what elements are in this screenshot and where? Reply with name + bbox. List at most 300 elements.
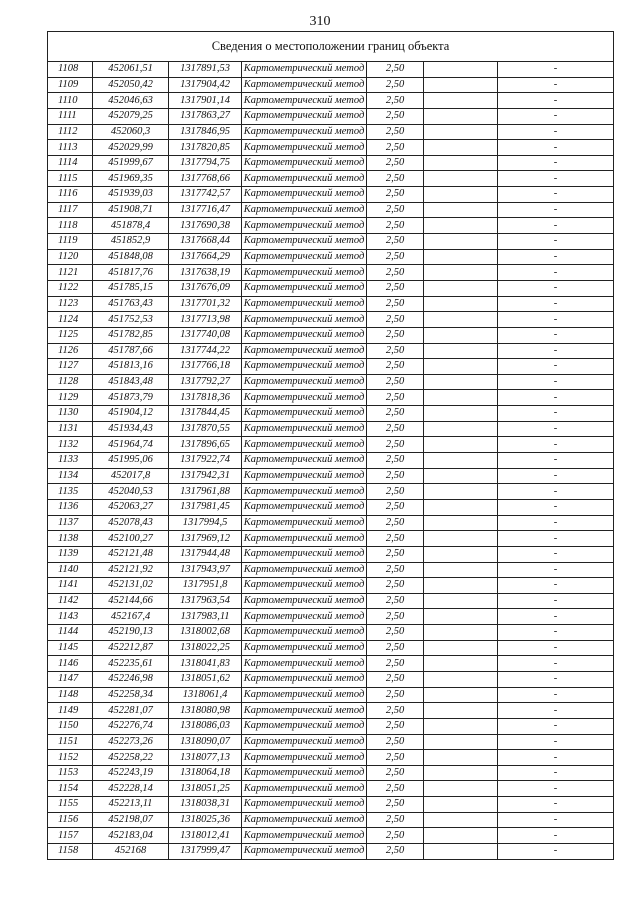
x-coordinate-cell: 452017,8 [93,468,169,484]
empty-cell [424,499,498,515]
point-number-cell: 1126 [48,343,93,359]
method-cell: Картометрический метод [242,390,367,406]
empty-cell [424,171,498,187]
accuracy-cell: 2,50 [367,187,424,203]
point-number-cell: 1110 [48,93,93,109]
accuracy-cell: 2,50 [367,265,424,281]
empty-cell [424,656,498,672]
empty-cell [424,734,498,750]
description-cell: - [498,234,614,250]
empty-cell [424,155,498,171]
table-row [48,155,614,171]
y-coordinate-cell: 1317896,65 [169,437,242,453]
x-coordinate-cell: 452121,48 [93,546,169,562]
y-coordinate-cell: 1317844,45 [169,406,242,422]
accuracy-cell: 2,50 [367,844,424,860]
description-cell: - [498,765,614,781]
accuracy-cell: 2,50 [367,296,424,312]
method-cell: Картометрический метод [242,453,367,469]
point-number-cell: 1151 [48,734,93,750]
description-cell: - [498,828,614,844]
accuracy-cell: 2,50 [367,171,424,187]
point-number-cell: 1119 [48,234,93,250]
x-coordinate-cell: 451752,53 [93,312,169,328]
table-row [48,812,614,828]
x-coordinate-cell: 452040,53 [93,484,169,500]
description-cell: - [498,390,614,406]
description-cell: - [498,656,614,672]
table-row [48,437,614,453]
x-coordinate-cell: 452029,99 [93,140,169,156]
x-coordinate-cell: 452213,11 [93,797,169,813]
empty-cell [424,265,498,281]
y-coordinate-cell: 1318051,25 [169,781,242,797]
description-cell: - [498,124,614,140]
method-cell: Картометрический метод [242,484,367,500]
empty-cell [424,609,498,625]
y-coordinate-cell: 1318022,25 [169,640,242,656]
empty-cell [424,546,498,562]
description-cell: - [498,108,614,124]
x-coordinate-cell: 452079,25 [93,108,169,124]
description-cell: - [498,750,614,766]
table-row [48,280,614,296]
accuracy-cell: 2,50 [367,718,424,734]
y-coordinate-cell: 1317999,47 [169,844,242,860]
point-number-cell: 1155 [48,797,93,813]
method-cell: Картометрический метод [242,187,367,203]
description-cell: - [498,437,614,453]
point-number-cell: 1150 [48,718,93,734]
accuracy-cell: 2,50 [367,468,424,484]
method-cell: Картометрический метод [242,218,367,234]
page-number: 310 [309,14,331,29]
accuracy-cell: 2,50 [367,406,424,422]
description-cell: - [498,140,614,156]
x-coordinate-cell: 451843,48 [93,374,169,390]
accuracy-cell: 2,50 [367,343,424,359]
description-cell: - [498,671,614,687]
method-cell: Картометрический метод [242,202,367,218]
y-coordinate-cell: 1318090,07 [169,734,242,750]
table-row [48,515,614,531]
point-number-cell: 1117 [48,202,93,218]
x-coordinate-cell: 451995,06 [93,453,169,469]
table-row [48,781,614,797]
x-coordinate-cell: 451785,15 [93,280,169,296]
point-number-cell: 1124 [48,312,93,328]
y-coordinate-cell: 1317981,45 [169,499,242,515]
y-coordinate-cell: 1318061,4 [169,687,242,703]
y-coordinate-cell: 1318002,68 [169,625,242,641]
description-cell: - [498,265,614,281]
y-coordinate-cell: 1317922,74 [169,453,242,469]
boundary-table [47,31,614,860]
accuracy-cell: 2,50 [367,234,424,250]
empty-cell [424,124,498,140]
method-cell: Картометрический метод [242,703,367,719]
accuracy-cell: 2,50 [367,828,424,844]
empty-cell [424,327,498,343]
table-row [48,374,614,390]
y-coordinate-cell: 1317891,53 [169,62,242,78]
empty-cell [424,249,498,265]
y-coordinate-cell: 1317951,8 [169,578,242,594]
x-coordinate-cell: 452144,66 [93,593,169,609]
y-coordinate-cell: 1317690,38 [169,218,242,234]
method-cell: Картометрический метод [242,656,367,672]
table-row [48,546,614,562]
method-cell: Картометрический метод [242,640,367,656]
table-row [48,327,614,343]
accuracy-cell: 2,50 [367,312,424,328]
point-number-cell: 1118 [48,218,93,234]
empty-cell [424,718,498,734]
description-cell: - [498,718,614,734]
x-coordinate-cell: 451969,35 [93,171,169,187]
point-number-cell: 1128 [48,374,93,390]
y-coordinate-cell: 1317963,54 [169,593,242,609]
table-row [48,640,614,656]
description-cell: - [498,531,614,547]
empty-cell [424,828,498,844]
point-number-cell: 1154 [48,781,93,797]
method-cell: Картометрический метод [242,327,367,343]
accuracy-cell: 2,50 [367,484,424,500]
empty-cell [424,234,498,250]
accuracy-cell: 2,50 [367,656,424,672]
x-coordinate-cell: 452183,04 [93,828,169,844]
method-cell: Картометрический метод [242,828,367,844]
x-coordinate-cell: 452050,42 [93,77,169,93]
accuracy-cell: 2,50 [367,593,424,609]
method-cell: Картометрический метод [242,734,367,750]
x-coordinate-cell: 452243,19 [93,765,169,781]
empty-cell [424,765,498,781]
description-cell: - [498,593,614,609]
point-number-cell: 1120 [48,249,93,265]
x-coordinate-cell: 451848,08 [93,249,169,265]
accuracy-cell: 2,50 [367,374,424,390]
empty-cell [424,625,498,641]
empty-cell [424,202,498,218]
description-cell: - [498,515,614,531]
method-cell: Картометрический метод [242,687,367,703]
accuracy-cell: 2,50 [367,750,424,766]
point-number-cell: 1142 [48,593,93,609]
method-cell: Картометрический метод [242,562,367,578]
method-cell: Картометрический метод [242,280,367,296]
y-coordinate-cell: 1318064,18 [169,765,242,781]
y-coordinate-cell: 1317668,44 [169,234,242,250]
table-row [48,828,614,844]
point-number-cell: 1109 [48,77,93,93]
empty-cell [424,812,498,828]
description-cell: - [498,171,614,187]
empty-cell [424,797,498,813]
description-cell: - [498,155,614,171]
x-coordinate-cell: 452131,02 [93,578,169,594]
empty-cell [424,515,498,531]
empty-cell [424,390,498,406]
x-coordinate-cell: 451817,76 [93,265,169,281]
point-number-cell: 1112 [48,124,93,140]
empty-cell [424,687,498,703]
empty-cell [424,437,498,453]
table-row [48,296,614,312]
point-number-cell: 1143 [48,609,93,625]
method-cell: Картометрический метод [242,343,367,359]
description-cell: - [498,406,614,422]
table-row [48,218,614,234]
description-cell: - [498,781,614,797]
description-cell: - [498,625,614,641]
table-row [48,265,614,281]
empty-cell [424,93,498,109]
y-coordinate-cell: 1317943,97 [169,562,242,578]
description-cell: - [498,499,614,515]
description-cell: - [498,844,614,860]
method-cell: Картометрический метод [242,546,367,562]
accuracy-cell: 2,50 [367,93,424,109]
empty-cell [424,406,498,422]
point-number-cell: 1123 [48,296,93,312]
x-coordinate-cell: 451852,9 [93,234,169,250]
table-row [48,734,614,750]
y-coordinate-cell: 1317961,88 [169,484,242,500]
table-row [48,687,614,703]
y-coordinate-cell: 1317944,48 [169,546,242,562]
method-cell: Картометрический метод [242,750,367,766]
description-cell: - [498,374,614,390]
description-cell: - [498,734,614,750]
empty-cell [424,62,498,78]
empty-cell [424,468,498,484]
table-row [48,656,614,672]
empty-cell [424,280,498,296]
empty-cell [424,359,498,375]
y-coordinate-cell: 1317846,95 [169,124,242,140]
accuracy-cell: 2,50 [367,531,424,547]
y-coordinate-cell: 1317742,57 [169,187,242,203]
accuracy-cell: 2,50 [367,546,424,562]
empty-cell [424,640,498,656]
y-coordinate-cell: 1317994,5 [169,515,242,531]
x-coordinate-cell: 452078,43 [93,515,169,531]
accuracy-cell: 2,50 [367,437,424,453]
table-row [48,593,614,609]
table-row [48,844,614,860]
y-coordinate-cell: 1317820,85 [169,140,242,156]
table-row [48,249,614,265]
accuracy-cell: 2,50 [367,640,424,656]
accuracy-cell: 2,50 [367,249,424,265]
y-coordinate-cell: 1317701,32 [169,296,242,312]
empty-cell [424,562,498,578]
x-coordinate-cell: 452276,74 [93,718,169,734]
x-coordinate-cell: 452228,14 [93,781,169,797]
method-cell: Картометрический метод [242,359,367,375]
y-coordinate-cell: 1318051,62 [169,671,242,687]
accuracy-cell: 2,50 [367,327,424,343]
point-number-cell: 1149 [48,703,93,719]
description-cell: - [498,578,614,594]
empty-cell [424,77,498,93]
method-cell: Картометрический метод [242,171,367,187]
empty-cell [424,593,498,609]
x-coordinate-cell: 452060,3 [93,124,169,140]
table-row [48,140,614,156]
description-cell: - [498,343,614,359]
table-row [48,234,614,250]
accuracy-cell: 2,50 [367,578,424,594]
table-row [48,765,614,781]
y-coordinate-cell: 1317716,47 [169,202,242,218]
table-row [48,343,614,359]
method-cell: Картометрический метод [242,797,367,813]
point-number-cell: 1139 [48,546,93,562]
y-coordinate-cell: 1318077,13 [169,750,242,766]
y-coordinate-cell: 1317713,98 [169,312,242,328]
y-coordinate-cell: 1317904,42 [169,77,242,93]
accuracy-cell: 2,50 [367,515,424,531]
point-number-cell: 1133 [48,453,93,469]
y-coordinate-cell: 1318041,83 [169,656,242,672]
method-cell: Картометрический метод [242,609,367,625]
method-cell: Картометрический метод [242,93,367,109]
method-cell: Картометрический метод [242,108,367,124]
description-cell: - [498,249,614,265]
point-number-cell: 1152 [48,750,93,766]
table-row [48,406,614,422]
y-coordinate-cell: 1317766,18 [169,359,242,375]
table-row [48,578,614,594]
accuracy-cell: 2,50 [367,155,424,171]
point-number-cell: 1113 [48,140,93,156]
description-cell: - [498,280,614,296]
y-coordinate-cell: 1317768,66 [169,171,242,187]
accuracy-cell: 2,50 [367,390,424,406]
x-coordinate-cell: 451873,79 [93,390,169,406]
x-coordinate-cell: 452121,92 [93,562,169,578]
method-cell: Картометрический метод [242,765,367,781]
empty-cell [424,218,498,234]
y-coordinate-cell: 1317664,29 [169,249,242,265]
y-coordinate-cell: 1317744,22 [169,343,242,359]
table-row [48,671,614,687]
table-row [48,202,614,218]
table-row [48,453,614,469]
point-number-cell: 1122 [48,280,93,296]
method-cell: Картометрический метод [242,531,367,547]
y-coordinate-cell: 1317969,12 [169,531,242,547]
x-coordinate-cell: 452246,98 [93,671,169,687]
accuracy-cell: 2,50 [367,625,424,641]
method-cell: Картометрический метод [242,515,367,531]
accuracy-cell: 2,50 [367,77,424,93]
empty-cell [424,671,498,687]
description-cell: - [498,609,614,625]
accuracy-cell: 2,50 [367,359,424,375]
point-number-cell: 1114 [48,155,93,171]
accuracy-cell: 2,50 [367,671,424,687]
x-coordinate-cell: 451908,71 [93,202,169,218]
method-cell: Картометрический метод [242,468,367,484]
x-coordinate-cell: 451787,66 [93,343,169,359]
accuracy-cell: 2,50 [367,734,424,750]
table-row [48,703,614,719]
description-cell: - [498,640,614,656]
table-row [48,797,614,813]
method-cell: Картометрический метод [242,265,367,281]
x-coordinate-cell: 451763,43 [93,296,169,312]
accuracy-cell: 2,50 [367,453,424,469]
x-coordinate-cell: 451964,74 [93,437,169,453]
description-cell: - [498,62,614,78]
x-coordinate-cell: 452258,22 [93,750,169,766]
description-cell: - [498,797,614,813]
y-coordinate-cell: 1317638,19 [169,265,242,281]
point-number-cell: 1132 [48,437,93,453]
x-coordinate-cell: 451999,67 [93,155,169,171]
point-number-cell: 1144 [48,625,93,641]
point-number-cell: 1135 [48,484,93,500]
description-cell: - [498,218,614,234]
x-coordinate-cell: 452198,07 [93,812,169,828]
point-number-cell: 1146 [48,656,93,672]
description-cell: - [498,296,614,312]
y-coordinate-cell: 1317901,14 [169,93,242,109]
table-title: Сведения о местоположении границ объекта [48,32,614,62]
description-cell: - [498,187,614,203]
point-number-cell: 1116 [48,187,93,203]
description-cell: - [498,359,614,375]
accuracy-cell: 2,50 [367,562,424,578]
x-coordinate-cell: 452190,13 [93,625,169,641]
method-cell: Картометрический метод [242,77,367,93]
y-coordinate-cell: 1317676,09 [169,280,242,296]
x-coordinate-cell: 452063,27 [93,499,169,515]
description-cell: - [498,453,614,469]
y-coordinate-cell: 1317942,31 [169,468,242,484]
table-row [48,421,614,437]
y-coordinate-cell: 1317870,55 [169,421,242,437]
point-number-cell: 1125 [48,327,93,343]
method-cell: Картометрический метод [242,499,367,515]
method-cell: Картометрический метод [242,234,367,250]
accuracy-cell: 2,50 [367,108,424,124]
method-cell: Картометрический метод [242,406,367,422]
x-coordinate-cell: 452212,87 [93,640,169,656]
table-row [48,62,614,78]
table-row [48,93,614,109]
description-cell: - [498,812,614,828]
x-coordinate-cell: 452273,26 [93,734,169,750]
x-coordinate-cell: 451878,4 [93,218,169,234]
method-cell: Картометрический метод [242,437,367,453]
description-cell: - [498,484,614,500]
description-cell: - [498,562,614,578]
point-number-cell: 1140 [48,562,93,578]
x-coordinate-cell: 452258,34 [93,687,169,703]
method-cell: Картометрический метод [242,140,367,156]
point-number-cell: 1129 [48,390,93,406]
y-coordinate-cell: 1318012,41 [169,828,242,844]
point-number-cell: 1111 [48,108,93,124]
x-coordinate-cell: 452046,63 [93,93,169,109]
table-row [48,108,614,124]
accuracy-cell: 2,50 [367,781,424,797]
